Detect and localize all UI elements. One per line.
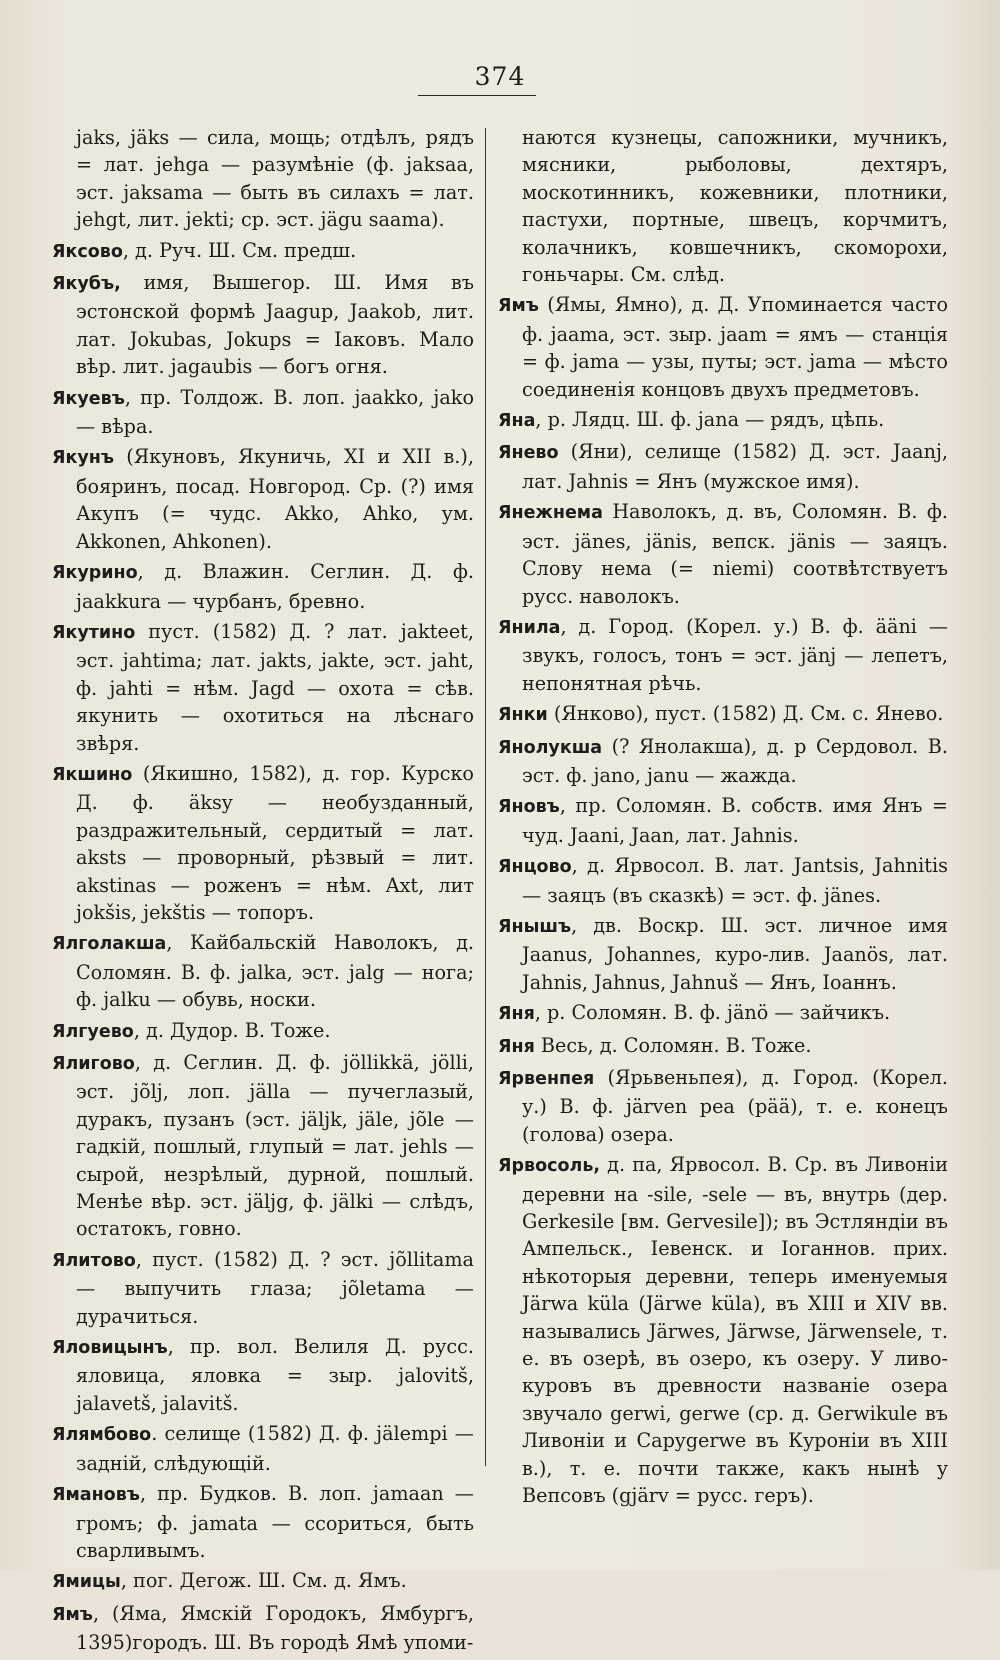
dictionary-entry <box>52 1246 474 1330</box>
entry-text: , пуст. (1582) Д. ? эст. jõllitama — выпучить глаза; jõletama — дурачиться. <box>76 1247 474 1328</box>
entry-headword: Янила <box>498 617 561 638</box>
dictionary-entry <box>498 124 948 288</box>
entry-headword: Янышъ <box>498 916 572 937</box>
dictionary-entry <box>52 1333 474 1417</box>
entry-text: пуст. (1582) Д. ? лат. jakteet, эст. jahtima; лат. jakts, jakte, эст. jaht, ф. jahti = нѣм. Jagd — охота = сѣв. якунить — охотиться на лѣснаго звѣря. <box>76 619 474 755</box>
entry-headword: Яня <box>498 1036 535 1057</box>
entry-text: jaks, jäks — сила, мощь; отдѣлъ, рядъ = лат. jehga — разумѣніе (ф. jaksaa, эст. jaksama — быть въ силахъ = лат. jehgt, лит. jekti; ср. эст. jägu saama). <box>76 126 474 232</box>
entry-text: (Янково), пуст. (1582) Д. См. с. Янево. <box>547 702 944 726</box>
entry-headword: Ялитово <box>52 1250 136 1271</box>
entry-text: д. па, Ярвосол. В. Ср. въ Ливоніи деревни на -sile, -sele — въ, внутрь (дер. Gerkesile [вм. Gervesile]); въ Эстляндіи въ Ампельск., Іевенск. и Іоганнов. прих. нѣкоторыя деревни, теперь именуемыя Järwa küla (Järwe küla), въ XIII и XIV вв. назывались Järwes, Järwse, Järwensele, т. е. въ озерѣ, въ озеро, къ озеру. У ливо-куровъ въ древности названіе озера звучало gerwi, gerwe (ср. д. Gerwikule въ Ливоніи и Capygerwe въ Куроніи въ XIII в.), т. е. почти также, какъ нынѣ у Вепсовъ (gjärv = русс. геръ). <box>522 1153 948 1508</box>
entry-headword: Яксово <box>52 241 123 262</box>
dictionary-entry <box>52 1480 474 1564</box>
entry-text: (Якишно, 1582), д. гор. Курско Д. ф. äksy — необузданный, раздражительный, сердитый = лат. aksts — проворный, рѣзвый = лит. akstinas — роженъ = нѣм. Axt, лит jokšis, jekštis — топоръ. <box>76 761 474 924</box>
entry-headword: Якутино <box>52 622 136 643</box>
dictionary-entry <box>52 1049 474 1243</box>
entry-headword: Якшино <box>52 764 133 785</box>
dictionary-entry <box>498 1151 948 1509</box>
entry-text: , пр. вол. Велиля Д. русс. яловица, яловка = зыр. jalovitš, jalavetš, jalavitš. <box>76 1335 474 1415</box>
entry-headword: Ямъ <box>52 1604 93 1625</box>
entry-headword: Янцово <box>498 857 572 878</box>
entry-headword: Яловицынъ <box>52 1338 168 1359</box>
header-rule <box>418 95 536 96</box>
entry-headword: Ялгуево <box>52 1021 134 1042</box>
dictionary-entry <box>498 438 948 495</box>
dictionary-entry <box>52 1600 474 1657</box>
entry-text: , д. Ярвосол. В. лат. Jantsis, Jahnitis — заяцъ (въ сказкѣ) = эст. ф. jänes. <box>522 854 948 907</box>
dictionary-entry <box>52 1420 474 1477</box>
dictionary-entry <box>52 384 474 441</box>
entry-headword: Яна <box>498 411 536 432</box>
entry-text: , д. Сеглин. Д. ф. jöllikkä, jölli, эст. jõlj, лоп. jälla — пучеглазый, дуракъ, пузанъ (эст. jäljk, jäle, jõle — гадкій, пошлый, глупый = лат. jehls — сырой, незрѣлый, дурной, пошлый. Менѣе вѣр. эст. jäljg, ф. jälki — слѣдъ, остатокъ, говно. <box>76 1051 474 1241</box>
dictionary-entry <box>498 1032 948 1061</box>
dictionary-entry <box>498 792 948 849</box>
dictionary-entry <box>52 124 474 234</box>
entry-text: (Ярьвеньпея), д. Город. (Корел. у.) В. ф. järven pea (pää), т. е. конецъ (голова) озера. <box>522 1066 948 1146</box>
entry-text: , Кайбальскій Наволокъ, д. Соломян. В. ф. jalka, эст. jalg — нога; ф. jalku — обувь, носки. <box>76 931 474 1012</box>
entry-headword: Ялголакша <box>52 934 167 955</box>
dictionary-entry <box>52 269 474 381</box>
entry-headword: Ялямбово <box>52 1425 152 1446</box>
dictionary-entry <box>52 237 474 266</box>
entry-headword: Якубъ, <box>52 274 121 295</box>
entry-headword: Янолукша <box>498 737 603 758</box>
entry-headword: Янево <box>498 443 559 464</box>
entry-text: (Ямы, Ямно), д. Д. Упоминается часто ф. jaama, эст. зыр. jaam = ямъ — станція = ф. jama — узы, путы; эст. jama — мѣсто соединенія концовъ двухъ предметовъ. <box>522 293 948 401</box>
entry-headword: Янки <box>498 705 548 726</box>
right-column <box>498 124 948 1513</box>
entry-text: , дв. Воскр. Ш. эст. личное имя Jaanus, Johannes, куро-лив. Jaanös, лат. Jahnis, Jahnus, Jahnuš — Янъ, Іоаннъ. <box>522 913 948 994</box>
entry-headword: Ярвосоль, <box>498 1156 601 1177</box>
entry-headword: Янежнема <box>498 503 603 524</box>
left-column <box>52 124 474 1660</box>
dictionary-entry <box>498 733 948 790</box>
entry-text: Наволокъ, д. въ, Соломян. В. ф. эст. jänes, jänis, вепск. jänis — заяцъ. Слову нема (= niemi) соотвѣтствуетъ русс. наволокъ. <box>522 500 948 608</box>
dictionary-entry <box>52 929 474 1013</box>
dictionary-entry <box>498 498 948 610</box>
dictionary-entry <box>52 618 474 757</box>
dictionary-entry <box>52 1017 474 1046</box>
entry-headword: Ямъ <box>498 296 539 317</box>
entry-text: Весь, д. Соломян. В. Тоже. <box>534 1033 812 1057</box>
entry-headword: Яновъ <box>498 797 560 818</box>
dictionary-entry <box>52 1567 474 1596</box>
dictionary-entry <box>52 760 474 926</box>
entry-headword: Яня <box>498 1004 535 1025</box>
dictionary-entry <box>498 406 948 435</box>
entry-text: , пог. Дегож. Ш. См. д. Ямъ. <box>120 1569 407 1593</box>
entry-text: наются кузнецы, сапожники, мучникъ, мясники, рыболовы, дехтяръ, москотинникъ, кожевники, плотники, пастухи, портные, швецъ, корчмитъ, колачникъ, ковшечникъ, скоморохи, гоньчары. См. слѣд. <box>522 126 948 287</box>
entry-text: , пр. Толдож. В. лоп. jaakko, jako — вѣра. <box>76 385 474 439</box>
column-divider <box>485 128 486 1466</box>
entry-text: (Яни), селище (1582) Д. эст. Jaanj, лат. Jahnis = Янъ (мужское имя). <box>522 440 948 493</box>
entry-text: имя, Вышегор. Ш. Имя въ эстонской формѣ Jaagup, Jaakob, лит. лат. Jokubas, Jokups = Іаковъ. Мало вѣр. лит. jagaubis — богъ огня. <box>76 271 474 379</box>
dictionary-entry <box>498 1064 948 1148</box>
dictionary-entry <box>52 558 474 615</box>
entry-text: (Якуновъ, Якуничь, XI и XII в.), бояринъ, посад. Новгород. Ср. (?) имя Акупъ (= чудс. Akko, Ahko, ум. Akkonen, Ahkonen). <box>76 445 474 553</box>
entry-headword: Якурино <box>52 563 138 584</box>
entry-text: , пр. Будков. В. лоп. jamaan — громъ; ф. jamata — ссориться, быть сварливымъ. <box>76 1482 474 1562</box>
page-number: 374 <box>474 62 526 91</box>
entry-text: , д. Дудор. В. Тоже. <box>133 1018 331 1042</box>
dictionary-entry <box>498 700 948 729</box>
entry-text: , д. Город. (Корел. у.) В. ф. ääni — звукъ, голосъ, тонъ = эст. jänj — лепетъ, непонятная рѣчь. <box>522 614 948 695</box>
entry-text: , пр. Соломян. В. собств. имя Янъ = чуд. Jaani, Jaan, лат. Jahnis. <box>522 794 948 847</box>
entry-headword: Якунъ <box>52 448 115 469</box>
entry-headword: Ярвенпея <box>498 1069 595 1089</box>
dictionary-entry <box>52 443 474 555</box>
dictionary-entry <box>498 912 948 996</box>
entry-headword: Ямицы <box>52 1572 121 1593</box>
entry-text: , р. Лядц. Ш. ф. jana — рядъ, цѣпь. <box>535 408 885 432</box>
entry-text: (? Янолакша), д. р Сердовол. В. эст. ф. jano, janu — жажда. <box>522 734 948 787</box>
entry-text: , (Яма, Ямскій Городокъ, Ямбургъ, 1395)городъ. Ш. Въ городѣ Ямѣ упоми- <box>76 1601 474 1655</box>
entry-text: , д. Руч. Ш. См. предш. <box>122 238 357 262</box>
dictionary-entry <box>498 852 948 909</box>
dictionary-entry <box>498 613 948 697</box>
dictionary-entry <box>498 999 948 1028</box>
entry-headword: Якуевъ <box>52 388 125 409</box>
entry-text: , д. Влажин. Сеглин. Д. ф. jaakkura — чурбанъ, бревно. <box>76 560 474 613</box>
entry-text: . селище (1582) Д. ф. jälempi — задній, слѣдующій. <box>76 1422 474 1475</box>
entry-headword: Ялигово <box>52 1054 135 1074</box>
entry-text: , р. Соломян. В. ф. jänö — зайчикъ. <box>534 1001 891 1025</box>
entry-headword: Ямановъ <box>52 1485 140 1506</box>
dictionary-entry <box>498 291 948 403</box>
